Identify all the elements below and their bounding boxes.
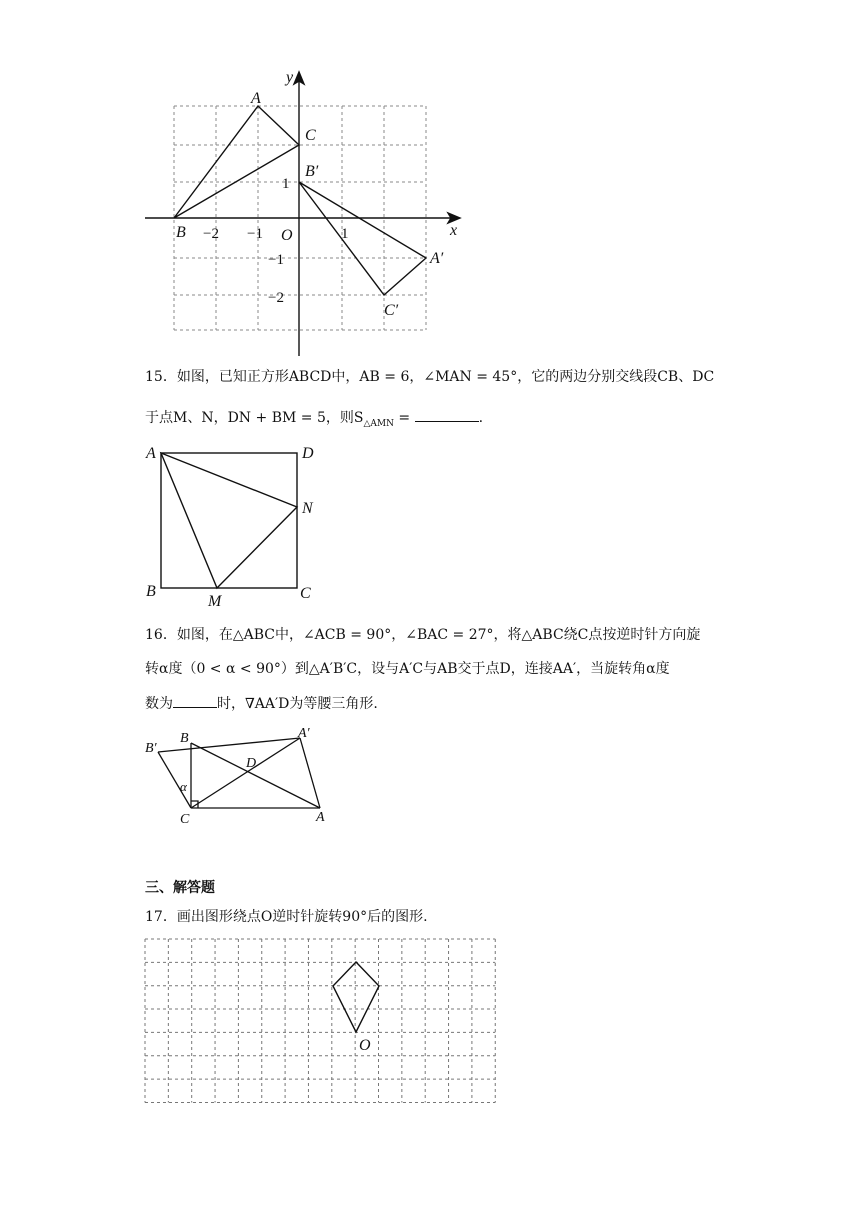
- point-c-label: C: [305, 127, 316, 144]
- kite-shape: [333, 962, 379, 1032]
- question-17-text: 17．画出图形绕点O逆时针旋转90°后的图形.: [145, 909, 428, 925]
- kite-grid-figure: [140, 934, 504, 1110]
- triangle-abc: [174, 106, 299, 218]
- point-b-prime-label: B′: [305, 163, 319, 180]
- tick-y-1: 1: [282, 176, 290, 192]
- dashed-grid: [145, 939, 495, 1102]
- label-n: N: [302, 500, 313, 517]
- square-abcd: [161, 453, 297, 588]
- question-15-text: 于点M、N，DN + BM = 5，则S: [145, 410, 364, 426]
- equals-sign: =: [393, 410, 415, 426]
- label-d: D: [246, 756, 257, 771]
- label-b: B: [146, 583, 156, 600]
- label-c: C: [300, 585, 311, 602]
- label-a: A: [146, 445, 156, 462]
- label-a-prime: A′: [298, 726, 310, 741]
- label-o: O: [359, 1037, 371, 1054]
- question-16-text-b: 时，∇AA′D为等腰三角形.: [217, 696, 378, 712]
- point-b-label: B: [176, 224, 186, 241]
- question-16-line-3: [145, 693, 378, 714]
- label-alpha: α: [180, 779, 187, 794]
- tick-y-neg1: −1: [268, 252, 284, 268]
- section-heading: 三、解答题: [145, 880, 215, 896]
- x-axis-label: x: [450, 222, 458, 239]
- label-m: M: [208, 593, 222, 610]
- tick-x-neg1: −1: [247, 226, 263, 242]
- label-a: A: [316, 810, 325, 825]
- coordinate-grid-figure: [140, 65, 470, 365]
- rotation-triangle-figure: [140, 722, 340, 830]
- origin-label: O: [281, 227, 293, 244]
- segment-ca-prime: [191, 738, 300, 808]
- answer-blank-15[interactable]: [415, 407, 479, 422]
- question-16-line-1: 16．如图，在△ABC中，∠ACB = 90°，∠BAC = 27°，将△ABC绕C点按逆时针方向旋: [145, 627, 701, 643]
- question-15-line-2: [145, 407, 483, 434]
- tick-y-neg2: −2: [268, 290, 284, 306]
- segment-aa-prime: [300, 738, 320, 808]
- triangle-abc-rotated: [299, 182, 426, 295]
- question-16-text-a: 数为: [145, 696, 173, 712]
- question-16-line-2: 转α度（0 < α < 90°）到△A′B′C，设与A′C与AB交于点D，连接AA′，当旋转角α度: [145, 661, 670, 677]
- square-figure: [140, 440, 330, 610]
- question-15-line-1: 15．如图，已知正方形ABCD中，AB = 6，∠MAN = 45°，它的两边分别交线段CB、DC: [145, 369, 715, 385]
- period: .: [478, 410, 484, 426]
- tick-x-1: 1: [341, 226, 349, 242]
- point-c-prime-label: C′: [384, 302, 399, 319]
- point-a-label: A: [251, 90, 261, 107]
- point-a-prime-label: A′: [430, 250, 444, 267]
- y-axis-label: y: [286, 69, 294, 86]
- label-b: B: [180, 731, 189, 746]
- tick-x-neg2: −2: [203, 226, 219, 242]
- answer-blank-16[interactable]: [173, 693, 217, 708]
- segment-ab: [191, 743, 320, 808]
- label-b-prime: B′: [145, 741, 157, 756]
- label-c: C: [180, 812, 190, 827]
- triangle-amn: [161, 453, 297, 588]
- area-subscript: △AMN: [363, 418, 394, 429]
- label-d: D: [302, 445, 314, 462]
